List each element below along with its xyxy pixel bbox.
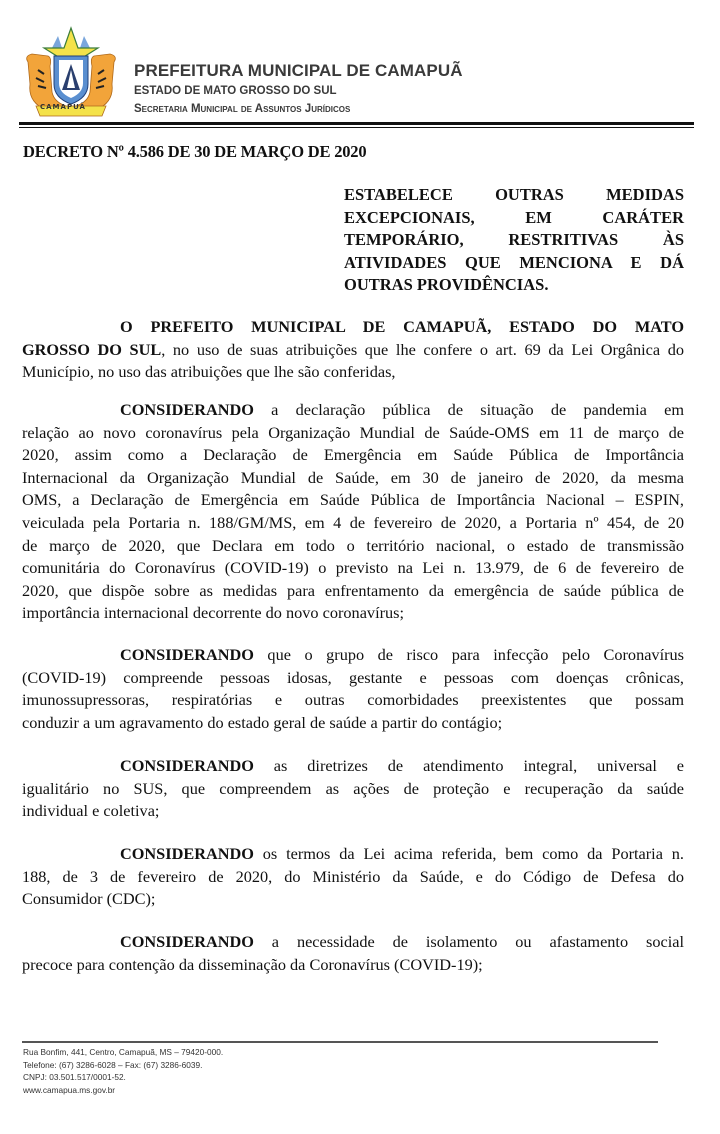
paragraph-line: 2020, que dispõe sobre as medidas para enfrentamento da emergência de saúde pública de	[22, 580, 684, 600]
paragraph-line: precoce para contenção da disseminação da Coronavírus (COVID-19);	[22, 954, 483, 974]
paragraph-line: (COVID-19) compreende pessoas idosas, gestante e pessoas com doenças crônicas,	[22, 667, 684, 687]
paragraph-line: individual e coletiva;	[22, 801, 160, 821]
considerando-paragraph	[22, 399, 684, 625]
paragraph-line	[22, 644, 684, 667]
paragraph-text: a necessidade de isolamento ou afastamento social	[253, 932, 684, 951]
preamble-text: , no uso de suas atribuições que lhe confere o art. 69 da Lei Orgânica do	[161, 339, 684, 359]
preamble-bold-text: GROSSO DO SUL	[22, 339, 162, 359]
footer-rule	[22, 1041, 658, 1043]
letterhead-department: Secretaria Municipal de Assuntos Jurídicos	[134, 103, 351, 115]
paragraph-line: comunitária do Coronavírus (COVID-19) o previsto na Lei n. 13.979, de 6 de fevereiro de	[22, 558, 684, 578]
summary-line: OUTRAS PROVIDÊNCIAS.	[344, 275, 549, 294]
letterhead-state: ESTADO DE MATO GROSSO DO SUL	[134, 85, 337, 97]
paragraph-line: Internacional da Organização Mundial de Saúde, em 30 de janeiro de 2020, da mesma	[22, 467, 684, 487]
paragraph-line: 2020, assim como a Declaração de Emergência em Saúde Pública de Importância	[22, 445, 684, 465]
considerando-keyword: CONSIDERANDO	[120, 844, 254, 863]
preamble-line: Município, no uso das atribuições que lhe são conferidas,	[22, 362, 396, 382]
considerando-paragraph	[22, 755, 684, 823]
considerando-paragraph	[22, 931, 684, 976]
paragraph-line: importância internacional decorrente do novo coronavírus;	[22, 603, 405, 623]
considerando-keyword: CONSIDERANDO	[120, 932, 254, 951]
preamble-line: O PREFEITO MUNICIPAL DE CAMAPUÃ, ESTADO DO MATO	[120, 317, 684, 336]
footer-website-link[interactable]: www.camapua.ms.gov.br	[23, 1085, 116, 1096]
header-rule-thin	[19, 127, 694, 128]
considerando-paragraph	[22, 843, 684, 911]
summary-line: EXCEPCIONAIS, EM CARÁTER	[344, 207, 684, 227]
crest-banner-text: CAMAPUÃ	[40, 103, 86, 111]
considerando-paragraph	[22, 644, 684, 734]
decree-title: DECRETO Nº 4.586 DE 30 DE MARÇO DE 2020	[23, 142, 367, 161]
paragraph-text: que o grupo de risco para infecção pelo Coronavírus	[253, 645, 684, 664]
paragraph-line	[22, 843, 684, 866]
paragraph-line	[22, 931, 684, 954]
considerando-keyword: CONSIDERANDO	[120, 645, 254, 664]
considerando-keyword: CONSIDERANDO	[120, 756, 254, 775]
paragraph-text: as diretrizes de atendimento integral, universal e	[253, 756, 684, 775]
preamble-paragraph	[22, 316, 684, 384]
footer-cnpj: CNPJ: 03.501.517/0001-52.	[23, 1072, 126, 1083]
summary-line: TEMPORÁRIO, RESTRITIVAS ÀS	[344, 230, 684, 249]
paragraph-line: relação ao novo coronavírus pela Organização Mundial de Saúde-OMS em 11 de março de	[22, 422, 684, 442]
footer-contact	[23, 1046, 223, 1097]
paragraph-line: Consumidor (CDC);	[22, 889, 156, 909]
paragraph-text: a declaração pública de situação de pandemia em	[253, 400, 684, 419]
summary-line: ESTABELECE OUTRAS MEDIDAS	[344, 185, 684, 204]
considerando-keyword: CONSIDERANDO	[120, 400, 254, 419]
decree-summary	[344, 184, 684, 297]
paragraph-line: 188, de 3 de fevereiro de 2020, do Ministério da Saúde, e do Código de Defesa do	[22, 866, 684, 886]
header-rule-thick	[19, 122, 694, 125]
paragraph-line: conduzir a um agravamento do estado geral de saúde a partir do contágio;	[22, 712, 503, 732]
paragraph-line	[22, 399, 684, 422]
summary-line: ATIVIDADES QUE MENCIONA E DÁ	[344, 252, 684, 272]
paragraph-line: igualitário no SUS, que compreendem as ações de proteção e recuperação da saúde	[22, 778, 684, 798]
paragraph-line: imunossupressoras, respiratórias e outras comorbidades preexistentes que possam	[22, 690, 684, 710]
paragraph-line: de março de 2020, que Declara em todo o território nacional, o estado de transmissão	[22, 535, 684, 555]
letterhead-title: PREFEITURA MUNICIPAL DE CAMAPUÃ	[134, 61, 463, 80]
preamble-line	[22, 339, 684, 362]
paragraph-line: veiculada pela Portaria n. 188/GM/MS, em 4 de fevereiro de 2020, a Portaria nº 454, de 20	[22, 512, 684, 532]
footer-phone: Telefone: (67) 3286-6028 – Fax: (67) 3286-6039.	[23, 1059, 203, 1070]
footer-address: Rua Bonfim, 441, Centro, Camapuã, MS – 79420-000.	[23, 1047, 224, 1057]
paragraph-line	[22, 755, 684, 778]
paragraph-line: OMS, a Declaração de Emergência em Saúde Pública de Importância Nacional – ESPIN,	[22, 490, 684, 510]
paragraph-text: os termos da Lei acima referida, bem como da Portaria n.	[253, 844, 684, 863]
